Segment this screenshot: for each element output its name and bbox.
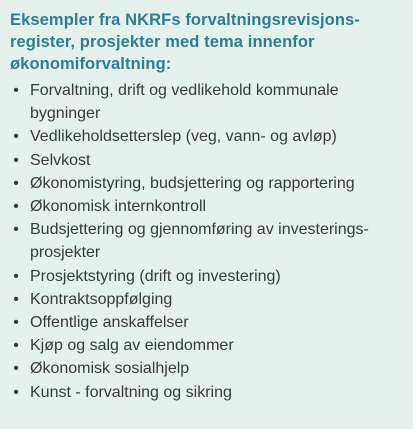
bullet-icon: • bbox=[13, 267, 19, 285]
list-item bbox=[10, 218, 403, 264]
heading-line: økonomiforvaltning: bbox=[10, 55, 172, 73]
list-item-text: Selvkost bbox=[30, 151, 91, 169]
list-item bbox=[10, 195, 403, 218]
bullet-icon: • bbox=[13, 360, 19, 378]
list-item-text: Kjøp og salg av eiendommer bbox=[30, 337, 234, 355]
bullet-icon: • bbox=[13, 198, 19, 216]
list-item bbox=[10, 311, 403, 334]
bullet-icon: • bbox=[13, 221, 19, 239]
list-item-text: Økonomisk internkontroll bbox=[30, 198, 207, 216]
list-item-text: bygninger bbox=[30, 105, 101, 123]
bullet-icon: • bbox=[13, 290, 19, 308]
box-heading bbox=[10, 9, 403, 75]
list-item-text: Offentlige anskaffelser bbox=[30, 314, 189, 332]
list-item bbox=[10, 357, 403, 380]
bullet-icon: • bbox=[13, 314, 19, 332]
list-item-text: Prosjektstyring (drift og investering) bbox=[30, 267, 281, 285]
list-item-text: Budsjettering og gjennomføring av investerings- bbox=[30, 221, 369, 239]
list-item-text: Økonomisk sosialhjelp bbox=[30, 360, 190, 378]
list-item bbox=[10, 79, 403, 125]
bullet-icon: • bbox=[13, 151, 19, 169]
list-item bbox=[10, 334, 403, 357]
bullet-icon: • bbox=[13, 82, 19, 99]
list-item bbox=[10, 125, 403, 148]
list-item-text: Forvaltning, drift og vedlikehold kommunale bbox=[30, 82, 339, 99]
list-item-text: Vedlikeholdsetterslep (veg, vann- og avløp) bbox=[30, 128, 337, 146]
project-list bbox=[10, 79, 403, 404]
list-item bbox=[10, 149, 403, 172]
bullet-icon: • bbox=[13, 383, 19, 401]
list-item-text: Kunst - forvaltning og sikring bbox=[30, 383, 232, 401]
bullet-icon: • bbox=[13, 128, 19, 146]
heading-line: Eksempler fra NKRFs forvaltningsrevisjons- bbox=[10, 11, 360, 29]
bullet-icon: • bbox=[13, 337, 19, 355]
list-item-text: prosjekter bbox=[30, 244, 101, 262]
list-item bbox=[10, 288, 403, 311]
list-item bbox=[10, 381, 403, 404]
list-item bbox=[10, 265, 403, 288]
list-item bbox=[10, 172, 403, 195]
bullet-icon: • bbox=[13, 174, 19, 192]
list-item-text: Økonomistyring, budsjettering og rapportering bbox=[30, 174, 355, 192]
list-item-text: Kontraktsoppfølging bbox=[30, 290, 173, 308]
heading-line: register, prosjekter med tema innenfor bbox=[10, 33, 315, 51]
